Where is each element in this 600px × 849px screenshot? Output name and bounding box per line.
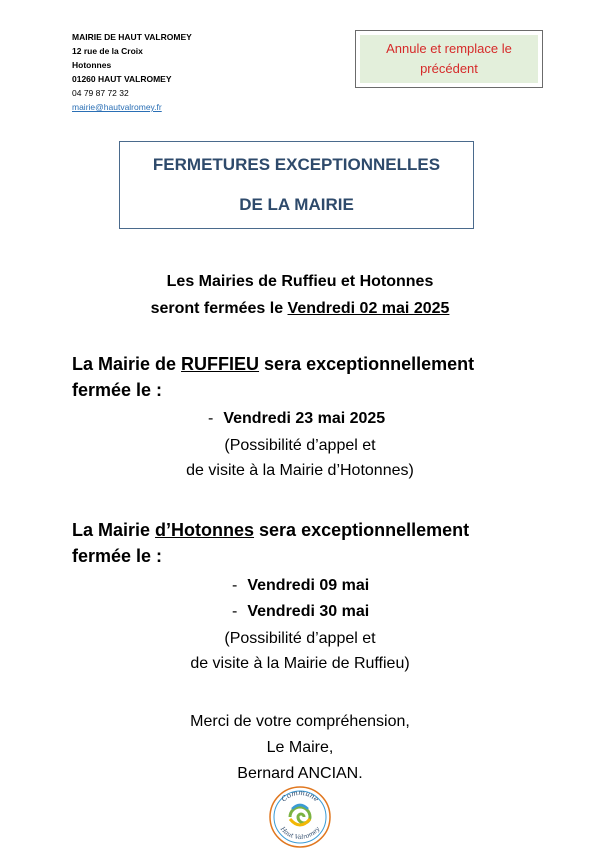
ruffieu-date: Vendredi 23 mai 2025 bbox=[223, 410, 386, 427]
hotonnes-name: d’Hotonnes bbox=[155, 520, 255, 540]
logo-text-bottom: Haut Valromey bbox=[278, 825, 322, 842]
sender-city: 01260 HAUT VALROMEY bbox=[72, 74, 172, 84]
intro-date: Vendredi 02 mai 2025 bbox=[287, 300, 450, 317]
intro-line-1: Les Mairies de Ruffieu et Hotonnes bbox=[166, 273, 434, 290]
closing-signatory: Bernard ANCIAN. bbox=[237, 765, 363, 782]
hotonnes-heading-line-2: fermée le : bbox=[72, 546, 163, 566]
replacement-notice bbox=[355, 30, 543, 88]
notice-line-2: précédent bbox=[420, 61, 478, 76]
logo-text-top: Commune bbox=[279, 788, 321, 804]
title-line-1: FERMETURES EXCEPTIONNELLES bbox=[152, 155, 441, 174]
hotonnes-date-item-1: - Vendredi 09 mai bbox=[232, 577, 370, 594]
ruffieu-note-line-2: de visite à la Mairie d’Hotonnes) bbox=[186, 462, 414, 479]
ruffieu-heading-line-2: fermée le : bbox=[72, 380, 163, 400]
sender-name: MAIRIE DE HAUT VALROMEY bbox=[72, 32, 192, 42]
ruffieu-note-line-1: (Possibilité d’appel et bbox=[224, 437, 376, 454]
ruffieu-name: RUFFIEU bbox=[181, 354, 260, 374]
closing-thanks: Merci de votre compréhension, bbox=[190, 713, 410, 730]
hotonnes-date-2: Vendredi 30 mai bbox=[247, 603, 370, 620]
notice-line-1: Annule et remplace le bbox=[386, 41, 512, 56]
ruffieu-date-item: - Vendredi 23 mai 2025 bbox=[208, 410, 386, 427]
sender-street: 12 rue de la Croix bbox=[72, 46, 143, 56]
ruffieu-heading: La Mairie de RUFFIEU sera exceptionnellement fermée le : bbox=[72, 354, 475, 400]
sender-phone: 04 79 87 72 32 bbox=[72, 88, 129, 98]
title-line-2: DE LA MAIRIE bbox=[239, 195, 354, 214]
hotonnes-heading: La Mairie d’Hotonnes sera exceptionnellement fermée le : bbox=[72, 520, 470, 566]
commune-logo bbox=[268, 785, 332, 849]
title-box bbox=[119, 141, 474, 229]
sender-village: Hotonnes bbox=[72, 60, 112, 70]
sender-address bbox=[72, 30, 192, 114]
hotonnes-note-line-2: de visite à la Mairie de Ruffieu) bbox=[190, 655, 410, 672]
intro-line-2: seront fermées le Vendredi 02 mai 2025 bbox=[150, 300, 450, 317]
hotonnes-date-1: Vendredi 09 mai bbox=[247, 577, 370, 594]
hotonnes-note-line-1: (Possibilité d’appel et bbox=[224, 630, 376, 647]
sender-email-link[interactable]: mairie@hautvalromey.fr bbox=[72, 102, 162, 112]
hotonnes-date-item-2: - Vendredi 30 mai bbox=[232, 603, 370, 620]
closing-role: Le Maire, bbox=[266, 739, 334, 756]
